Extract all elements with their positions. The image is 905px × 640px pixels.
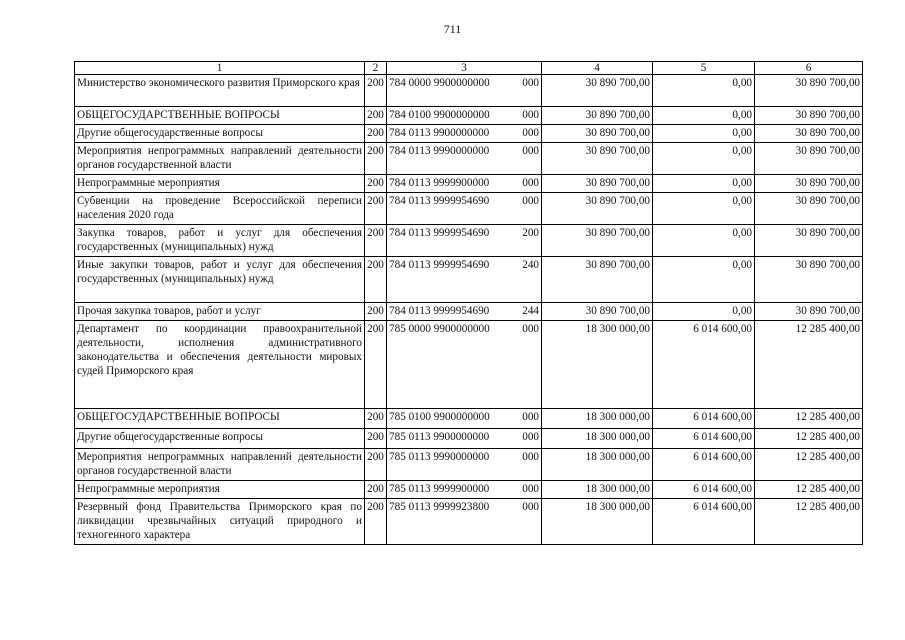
row-classification-code: 785 0100 9900000000 <box>389 411 490 423</box>
row-expense-type: 000 <box>522 411 539 423</box>
row-col-5: 6 014 600,00 <box>653 449 755 481</box>
row-classification-code: 785 0113 9900000000 <box>389 431 490 443</box>
row-col-6: 12 285 400,00 <box>755 481 863 499</box>
row-col-2: 200 <box>365 449 387 481</box>
row-code-cell <box>387 143 542 175</box>
row-col-4: 18 300 000,00 <box>542 481 653 499</box>
header-row <box>75 62 863 75</box>
row-classification-code: 784 0113 9990000000 <box>389 145 490 157</box>
row-col-2: 200 <box>365 257 387 303</box>
row-expense-type: 000 <box>522 109 539 121</box>
row-col-2: 200 <box>365 429 387 449</box>
header-col-2: 2 <box>365 62 387 75</box>
row-col-2: 200 <box>365 75 387 107</box>
row-col-4: 18 300 000,00 <box>542 499 653 545</box>
header-col-4: 4 <box>542 62 653 75</box>
row-expense-type: 000 <box>522 145 539 157</box>
row-col-6: 12 285 400,00 <box>755 409 863 429</box>
row-col-4: 18 300 000,00 <box>542 409 653 429</box>
table-row <box>75 321 863 409</box>
table-row <box>75 481 863 499</box>
row-col-5: 0,00 <box>653 107 755 125</box>
row-code-cell <box>387 193 542 225</box>
row-name: Министерство экономического развития Приморского края <box>75 75 365 107</box>
table-row <box>75 143 863 175</box>
row-expense-type: 000 <box>522 127 539 139</box>
row-col-2: 200 <box>365 303 387 321</box>
row-code-cell <box>387 499 542 545</box>
row-col-6: 12 285 400,00 <box>755 321 863 409</box>
row-name: Субвенции на проведение Всероссийской переписи населения 2020 года <box>75 193 365 225</box>
row-code-cell <box>387 321 542 409</box>
row-col-6: 12 285 400,00 <box>755 429 863 449</box>
row-name: Другие общегосударственные вопросы <box>75 429 365 449</box>
row-col-4: 30 890 700,00 <box>542 125 653 143</box>
row-col-4: 30 890 700,00 <box>542 75 653 107</box>
row-col-4: 30 890 700,00 <box>542 257 653 303</box>
row-expense-type: 000 <box>522 323 539 335</box>
row-col-4: 30 890 700,00 <box>542 107 653 125</box>
table-row <box>75 193 863 225</box>
row-col-2: 200 <box>365 409 387 429</box>
table-row <box>75 107 863 125</box>
row-col-2: 200 <box>365 125 387 143</box>
row-col-4: 30 890 700,00 <box>542 303 653 321</box>
row-col-5: 0,00 <box>653 257 755 303</box>
row-name: Мероприятия непрограммных направлений деятельности органов государственной власти <box>75 449 365 481</box>
header-col-1: 1 <box>75 62 365 75</box>
row-code-cell <box>387 429 542 449</box>
row-code-cell <box>387 449 542 481</box>
row-col-4: 30 890 700,00 <box>542 193 653 225</box>
row-col-4: 18 300 000,00 <box>542 449 653 481</box>
table-row <box>75 429 863 449</box>
table-row <box>75 499 863 545</box>
row-classification-code: 785 0113 9999900000 <box>389 483 490 495</box>
row-code-cell <box>387 107 542 125</box>
row-col-2: 200 <box>365 481 387 499</box>
row-col-4: 30 890 700,00 <box>542 143 653 175</box>
row-col-4: 18 300 000,00 <box>542 429 653 449</box>
row-code-cell <box>387 75 542 107</box>
row-name: Закупка товаров, работ и услуг для обеспечения государственных (муниципальных) нужд <box>75 225 365 257</box>
row-col-2: 200 <box>365 193 387 225</box>
row-classification-code: 784 0113 9999900000 <box>389 177 490 189</box>
row-col-4: 30 890 700,00 <box>542 175 653 193</box>
row-classification-code: 784 0100 9900000000 <box>389 109 490 121</box>
row-col-5: 0,00 <box>653 143 755 175</box>
row-col-6: 30 890 700,00 <box>755 225 863 257</box>
row-code-cell <box>387 257 542 303</box>
row-col-6: 30 890 700,00 <box>755 193 863 225</box>
row-col-6: 30 890 700,00 <box>755 107 863 125</box>
row-expense-type: 000 <box>522 431 539 443</box>
row-col-2: 200 <box>365 107 387 125</box>
row-col-5: 6 014 600,00 <box>653 429 755 449</box>
row-col-6: 30 890 700,00 <box>755 75 863 107</box>
row-col-6: 12 285 400,00 <box>755 499 863 545</box>
row-classification-code: 784 0113 9999954690 <box>389 259 490 271</box>
table-row <box>75 303 863 321</box>
row-col-6: 30 890 700,00 <box>755 175 863 193</box>
row-col-6: 30 890 700,00 <box>755 125 863 143</box>
page-number: 711 <box>443 22 462 36</box>
row-name: ОБЩЕГОСУДАРСТВЕННЫЕ ВОПРОСЫ <box>75 107 365 125</box>
row-col-5: 0,00 <box>653 125 755 143</box>
row-expense-type: 244 <box>522 305 539 317</box>
row-name: Мероприятия непрограммных направлений деятельности органов государственной власти <box>75 143 365 175</box>
row-name: Непрограммные мероприятия <box>75 481 365 499</box>
row-expense-type: 000 <box>522 483 539 495</box>
row-col-5: 6 014 600,00 <box>653 481 755 499</box>
row-col-6: 30 890 700,00 <box>755 257 863 303</box>
row-classification-code: 784 0000 9900000000 <box>389 77 490 89</box>
row-code-cell <box>387 303 542 321</box>
row-expense-type: 000 <box>522 451 539 463</box>
row-expense-type: 000 <box>522 195 539 207</box>
row-code-cell <box>387 409 542 429</box>
row-expense-type: 240 <box>522 259 539 271</box>
row-name: Непрограммные мероприятия <box>75 175 365 193</box>
row-name: Прочая закупка товаров, работ и услуг <box>75 303 365 321</box>
row-expense-type: 000 <box>522 177 539 189</box>
row-code-cell <box>387 175 542 193</box>
row-code-cell <box>387 225 542 257</box>
row-col-4: 18 300 000,00 <box>542 321 653 409</box>
row-col-5: 0,00 <box>653 175 755 193</box>
row-name: Департамент по координации правоохранительной деятельности, исполнения административного законодательства и обеспечения деятельности мировых судей Приморского края <box>75 321 365 409</box>
row-col-5: 6 014 600,00 <box>653 321 755 409</box>
table-row <box>75 175 863 193</box>
row-expense-type: 200 <box>522 227 539 239</box>
row-col-5: 6 014 600,00 <box>653 409 755 429</box>
row-classification-code: 784 0113 9999954690 <box>389 227 490 239</box>
row-name: Резервный фонд Правительства Приморского края по ликвидации чрезвычайных ситуаций природного и техногенного характера <box>75 499 365 545</box>
row-col-2: 200 <box>365 321 387 409</box>
row-classification-code: 785 0113 9990000000 <box>389 451 490 463</box>
row-classification-code: 785 0113 9999923800 <box>389 501 490 513</box>
row-col-2: 200 <box>365 225 387 257</box>
table-row <box>75 257 863 303</box>
row-col-6: 30 890 700,00 <box>755 303 863 321</box>
header-col-6: 6 <box>755 62 863 75</box>
table-row <box>75 449 863 481</box>
row-code-cell <box>387 125 542 143</box>
row-classification-code: 784 0113 9999954690 <box>389 195 490 207</box>
row-col-5: 0,00 <box>653 225 755 257</box>
header-col-5: 5 <box>653 62 755 75</box>
row-expense-type: 000 <box>522 77 539 89</box>
row-classification-code: 784 0113 9900000000 <box>389 127 490 139</box>
row-classification-code: 785 0000 9900000000 <box>389 323 490 335</box>
row-name: ОБЩЕГОСУДАРСТВЕННЫЕ ВОПРОСЫ <box>75 409 365 429</box>
row-expense-type: 000 <box>522 501 539 513</box>
row-name: Иные закупки товаров, работ и услуг для обеспечения государственных (муниципальных) нужд <box>75 257 365 303</box>
row-classification-code: 784 0113 9999954690 <box>389 305 490 317</box>
row-col-5: 0,00 <box>653 193 755 225</box>
table-row <box>75 225 863 257</box>
row-col-5: 6 014 600,00 <box>653 499 755 545</box>
row-col-5: 0,00 <box>653 75 755 107</box>
row-name: Другие общегосударственные вопросы <box>75 125 365 143</box>
row-col-6: 30 890 700,00 <box>755 143 863 175</box>
row-col-2: 200 <box>365 143 387 175</box>
table-row <box>75 125 863 143</box>
header-col-3: 3 <box>387 62 542 75</box>
row-col-6: 12 285 400,00 <box>755 449 863 481</box>
row-col-5: 0,00 <box>653 303 755 321</box>
row-col-2: 200 <box>365 175 387 193</box>
row-col-4: 30 890 700,00 <box>542 225 653 257</box>
table-row <box>75 409 863 429</box>
row-col-2: 200 <box>365 499 387 545</box>
budget-table <box>74 61 863 545</box>
table-row <box>75 75 863 107</box>
row-code-cell <box>387 481 542 499</box>
